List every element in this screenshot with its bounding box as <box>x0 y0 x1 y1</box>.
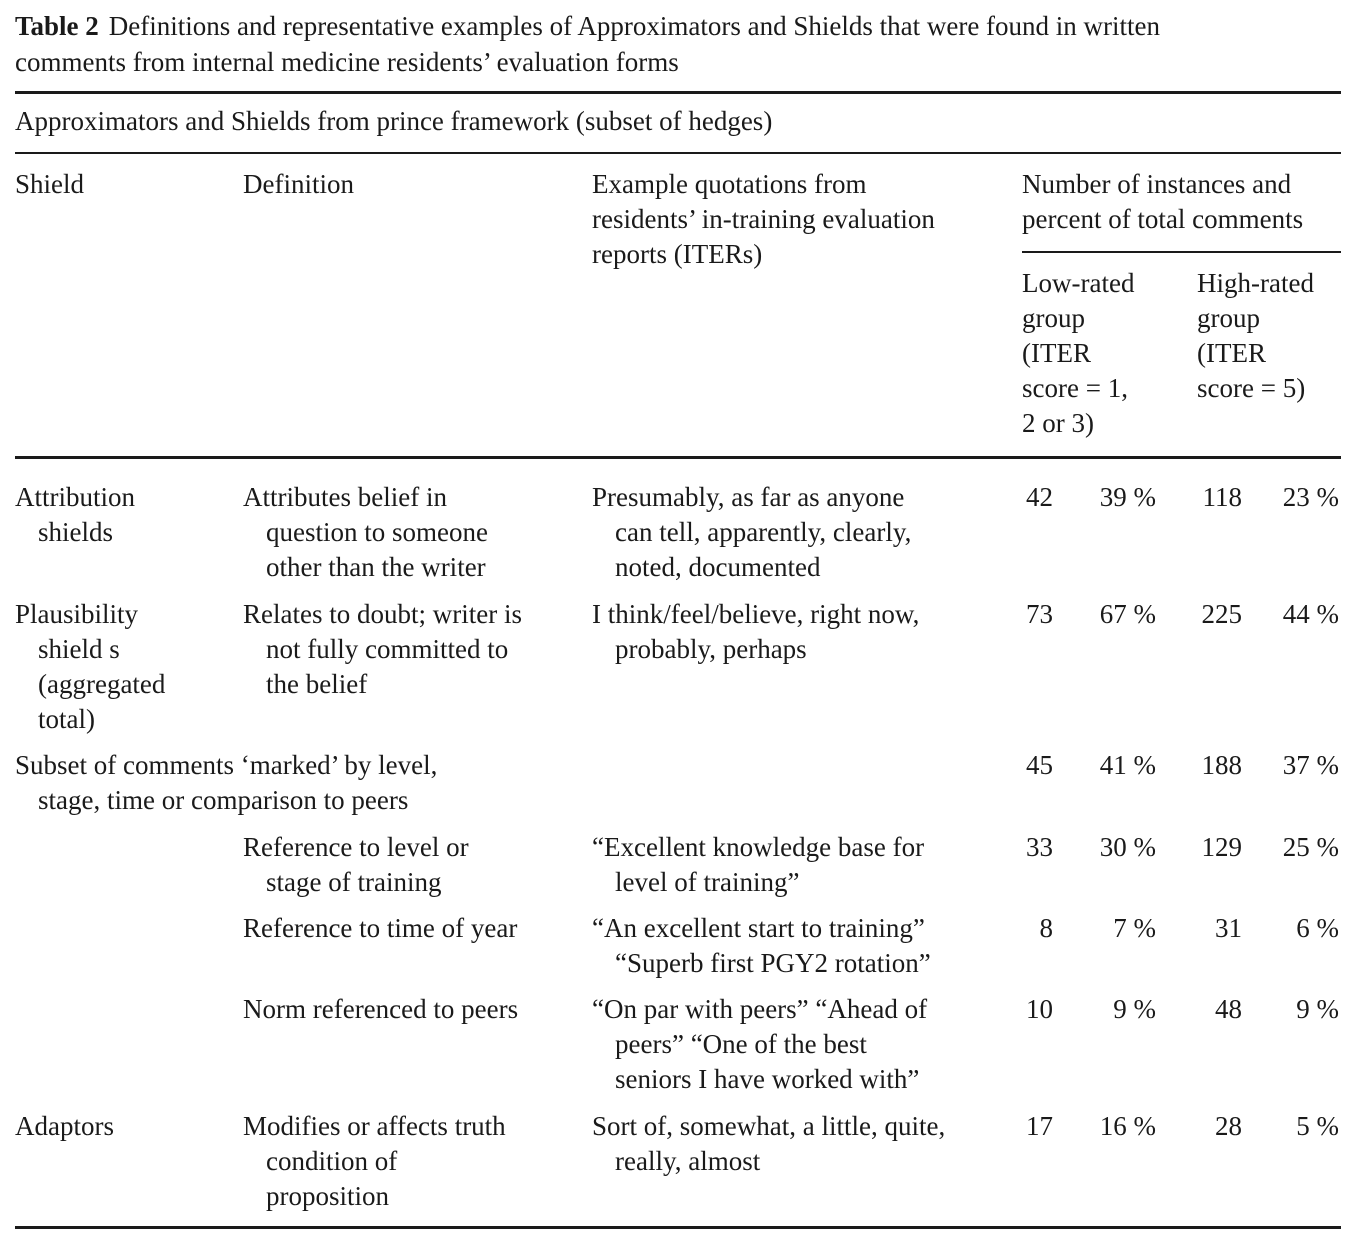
cell-definition <box>243 830 469 900</box>
cell-low-pct: 7 % <box>1113 913 1156 943</box>
cell-shield-line: stage, time or comparison to peers <box>38 785 409 815</box>
cell-high-n: 28 <box>1215 1111 1242 1141</box>
cell-high-pct: 25 % <box>1282 832 1339 862</box>
cell-low-n: 17 <box>1026 1111 1053 1141</box>
cell-high-pct: 37 % <box>1282 750 1339 780</box>
cell-example-line: peers” “One of the best <box>615 1029 867 1059</box>
header-definition: Definition <box>243 169 354 199</box>
cell-definition <box>243 992 518 1027</box>
cell-example-line: seniors I have worked with” <box>615 1064 920 1094</box>
header-high-line: (ITER <box>1197 338 1266 368</box>
header-shield: Shield <box>15 169 85 199</box>
cell-definition-line: Relates to doubt; writer is <box>243 599 522 629</box>
cell-example-line: can tell, apparently, clearly, <box>615 517 912 547</box>
header-high-rated <box>1197 266 1314 406</box>
cell-shield-line: Attribution <box>15 482 135 512</box>
cell-definition <box>243 597 522 702</box>
cell-definition-line: Attributes belief in <box>243 482 447 512</box>
cell-low-pct: 41 % <box>1099 750 1156 780</box>
cell-example-line: Sort of, somewhat, a little, quite, <box>592 1111 946 1141</box>
cell-example-line: noted, documented <box>615 552 821 582</box>
cell-high-pct: 6 % <box>1296 913 1339 943</box>
cell-low-pct: 39 % <box>1099 482 1156 512</box>
bottom-rule <box>15 1226 1341 1229</box>
cell-low-n: 45 <box>1026 750 1053 780</box>
header-low-line: score = 1, <box>1022 373 1128 403</box>
cell-example <box>592 1109 945 1179</box>
cell-example <box>592 911 931 981</box>
cell-shield-line: Adaptors <box>15 1111 114 1141</box>
top-rule <box>15 91 1341 94</box>
cell-example <box>592 480 911 585</box>
cell-shield-line: shield s <box>38 634 120 664</box>
cell-low-n: 73 <box>1026 599 1053 629</box>
cell-definition <box>243 1109 506 1214</box>
cell-low-n: 10 <box>1026 994 1053 1024</box>
cell-shield-line: Plausibility <box>15 599 139 629</box>
header-example-line: reports (ITERs) <box>592 239 763 269</box>
header-high-line: score = 5) <box>1197 373 1306 403</box>
header-bottom-rule <box>15 456 1341 459</box>
header-example-line: residents’ in-training evaluation <box>592 204 935 234</box>
cell-high-pct: 23 % <box>1282 482 1339 512</box>
caption-text-line2: comments from internal medicine residents’ evaluation forms <box>15 47 679 77</box>
header-low-line: (ITER <box>1022 338 1091 368</box>
cell-definition-line: condition of <box>266 1146 398 1176</box>
cell-example-line: really, almost <box>615 1146 761 1176</box>
cell-high-n: 118 <box>1202 482 1242 512</box>
header-number-line: Number of instances and <box>1022 169 1292 199</box>
cell-high-n: 48 <box>1215 994 1242 1024</box>
table-caption <box>15 8 1345 80</box>
cell-definition-line: proposition <box>266 1181 390 1211</box>
cell-high-pct: 44 % <box>1282 599 1339 629</box>
cell-low-pct: 9 % <box>1113 994 1156 1024</box>
section-header: Approximators and Shields from prince framework (subset of hedges) <box>15 106 773 136</box>
cell-definition-line: question to someone <box>266 517 488 547</box>
cell-definition-line: Reference to level or <box>243 832 469 862</box>
table-label: Table 2 <box>15 11 99 41</box>
cell-definition-line: stage of training <box>266 867 442 897</box>
cell-low-pct: 30 % <box>1099 832 1156 862</box>
cell-example <box>592 992 927 1097</box>
cell-low-n: 8 <box>1039 913 1053 943</box>
cell-example-line: “On par with peers” “Ahead of <box>592 994 928 1024</box>
cell-high-n: 31 <box>1215 913 1242 943</box>
cell-definition-line: other than the writer <box>266 552 486 582</box>
header-low-line: group <box>1022 303 1085 333</box>
cell-example-line: probably, perhaps <box>615 634 807 664</box>
cell-definition-line: the belief <box>266 669 368 699</box>
header-high-line: group <box>1197 303 1260 333</box>
cell-shield <box>15 1109 114 1144</box>
cell-low-pct: 16 % <box>1099 1111 1156 1141</box>
cell-definition-line: Norm referenced to peers <box>243 994 519 1024</box>
cell-low-n: 33 <box>1026 832 1053 862</box>
cell-shield-line: Subset of comments ‘marked’ by level, <box>15 750 438 780</box>
number-subrule <box>1022 251 1341 253</box>
cell-high-pct: 5 % <box>1296 1111 1339 1141</box>
cell-example-line: “Excellent knowledge base for <box>592 832 925 862</box>
cell-example-line: “An excellent start to training” <box>592 913 925 943</box>
cell-high-pct: 9 % <box>1296 994 1339 1024</box>
cell-low-pct: 67 % <box>1099 599 1156 629</box>
cell-example-line: Presumably, as far as anyone <box>592 482 905 512</box>
caption-text-line1: Definitions and representative examples of Approximators and Shields that were found in written <box>108 11 1161 41</box>
header-high-line: High-rated <box>1197 268 1314 298</box>
cell-example-line: level of training” <box>615 867 800 897</box>
cell-example-line: I think/feel/believe, right now, <box>592 599 920 629</box>
cell-shield-line: shields <box>38 517 114 547</box>
header-low-line: Low-rated <box>1022 268 1135 298</box>
cell-example <box>592 830 924 900</box>
cell-high-n: 129 <box>1201 832 1242 862</box>
cell-high-n: 188 <box>1201 750 1242 780</box>
header-number-line: percent of total comments <box>1022 204 1304 234</box>
cell-example <box>592 597 919 667</box>
header-low-rated <box>1022 266 1134 441</box>
header-number <box>1022 167 1303 237</box>
section-rule <box>15 152 1341 154</box>
header-low-line: 2 or 3) <box>1022 408 1094 438</box>
cell-high-n: 225 <box>1201 599 1242 629</box>
cell-shield-line: (aggregated <box>38 669 166 699</box>
header-example <box>592 167 935 272</box>
cell-definition-line: not fully committed to <box>266 634 509 664</box>
cell-definition <box>243 480 488 585</box>
cell-definition-line: Reference to time of year <box>243 913 518 943</box>
header-example-line: Example quotations from <box>592 169 867 199</box>
cell-shield <box>15 480 135 550</box>
cell-definition-line: Modifies or affects truth <box>243 1111 506 1141</box>
cell-shield <box>15 597 165 737</box>
cell-low-n: 42 <box>1026 482 1053 512</box>
cell-definition <box>243 911 517 946</box>
cell-shield-line: total) <box>38 704 95 734</box>
cell-example-line: “Superb first PGY2 rotation” <box>615 948 931 978</box>
cell-shield <box>15 748 437 818</box>
